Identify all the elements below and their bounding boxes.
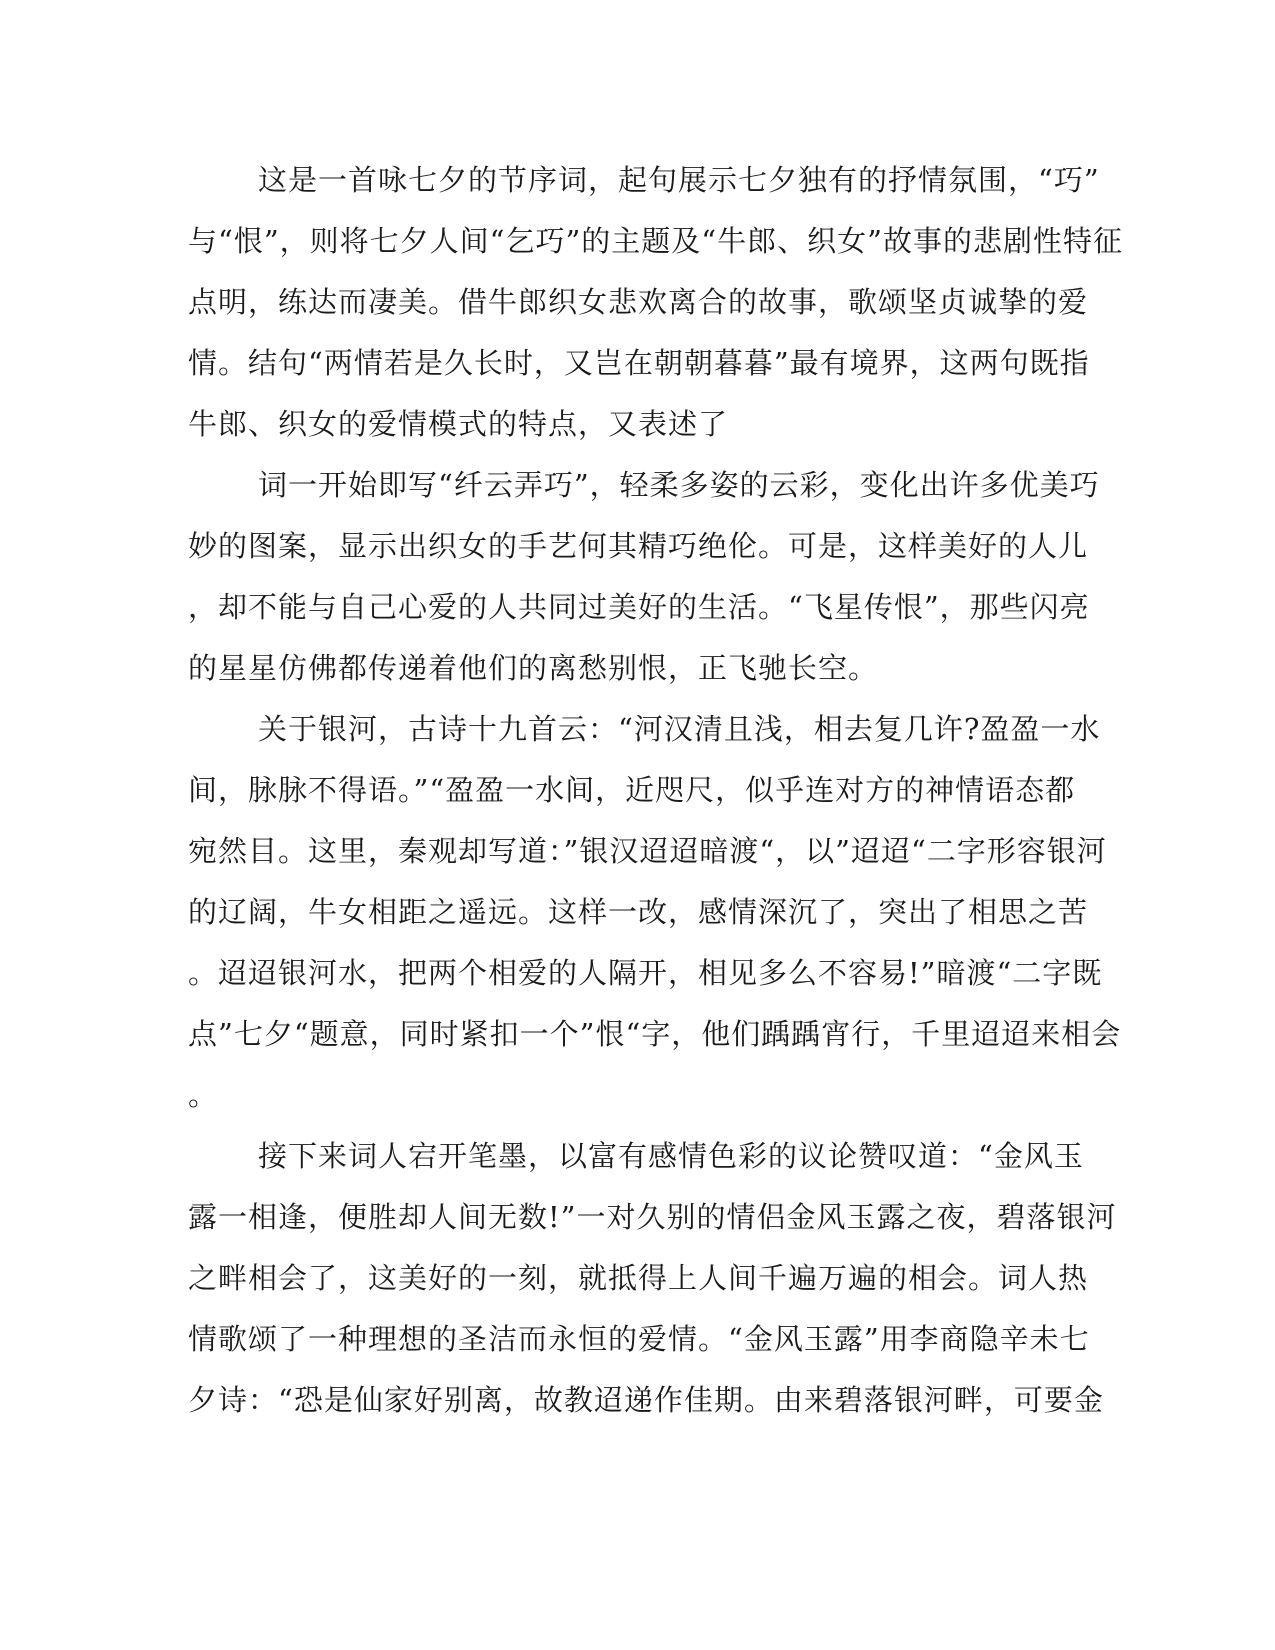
paragraph-4 (188, 1126, 1117, 1431)
text-line: 。 (188, 1078, 219, 1112)
paragraph-3 (188, 699, 1122, 1126)
text-line: 之畔相会了，这美好的一刻，就抵得上人间千遍万遍的相会。词人热 (188, 1261, 1089, 1295)
text-line: 。迢迢银河水，把两个相爱的人隔开，相见多么不容易!”暗渡“二字既 (188, 956, 1103, 990)
text-line: 宛然目。这里，秦观却写道：”银汉迢迢暗渡“，以”迢迢“二字形容银河 (188, 834, 1107, 868)
text-line: 情歌颂了一种理想的圣洁而永恒的爱情。“金风玉露”用李商隐辛未七 (188, 1322, 1090, 1356)
paragraph-1 (188, 150, 1123, 455)
text-line: 间，脉脉不得语。”“盈盈一水间，近咫尺，似乎连对方的神情语态都 (188, 773, 1076, 807)
text-line: 接下来词人宕开笔墨，以富有感情色彩的议论赞叹道：“金风玉 (258, 1139, 1084, 1173)
text-line: 夕诗：“恐是仙家好别离，故教迢递作佳期。由来碧落银河畔，可要金 (188, 1383, 1104, 1417)
text-line: ，却不能与自己心爱的人共同过美好的生活。“飞星传恨”，那些闪亮 (188, 590, 1090, 624)
text-line: 牛郎、织女的爱情模式的特点，又表述了 (188, 407, 729, 441)
document-body (188, 150, 1123, 1431)
text-line: 妙的图案，显示出织女的手艺何其精巧绝伦。可是，这样美好的人儿 (188, 529, 1089, 563)
text-line: 点明，练达而凄美。借牛郎织女悲欢离合的故事，歌颂坚贞诚挚的爱 (188, 285, 1089, 319)
text-line: 露一相逢，便胜却人间无数!”一对久别的情侣金风玉露之夜，碧落银河 (188, 1200, 1117, 1234)
text-line: 词一开始即写“纤云弄巧”，轻柔多姿的云彩，变化出许多优美巧 (258, 468, 1100, 502)
text-line: 关于银河，古诗十九首云：“河汉清且浅，相去复几许?盈盈一水 (258, 712, 1101, 746)
text-line: 点”七夕“题意，同时紧扣一个”恨“字，他们踽踽宵行，千里迢迢来相会 (188, 1017, 1122, 1051)
text-line: 的辽阔，牛女相距之遥远。这样一改，感情深沉了，突出了相思之苦 (188, 895, 1089, 929)
text-line: 这是一首咏七夕的节序词，起句展示七夕独有的抒情氛围，“巧” (258, 163, 1100, 197)
text-line: 与“恨”，则将七夕人间“乞巧”的主题及“牛郎、织女”故事的悲剧性特征 (188, 224, 1123, 258)
text-line: 的星星仿佛都传递着他们的离愁别恨，正飞驰长空。 (188, 651, 879, 685)
text-line: 情。结句“两情若是久长时，又岂在朝朝暮暮”最有境界，这两句既指 (188, 346, 1090, 380)
paragraph-2 (188, 455, 1100, 699)
